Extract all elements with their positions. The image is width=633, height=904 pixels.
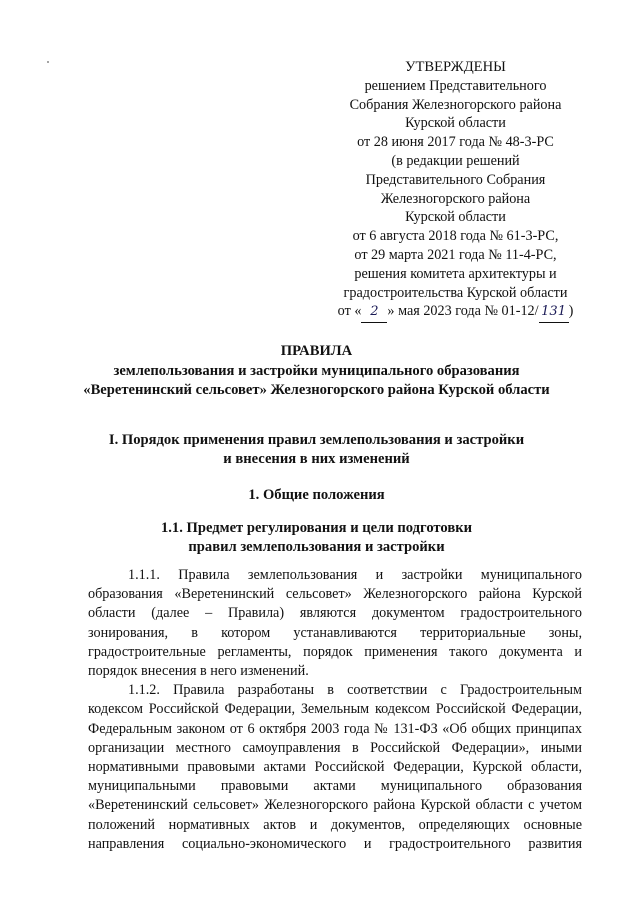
approval-line: Собрания Железногорского района [349, 96, 562, 113]
chapter-heading: 1. Общие положения [248, 487, 385, 503]
approval-line: Железногорского района [380, 190, 531, 207]
document-subtitle-1: землепользования и застройки муниципального образования [113, 363, 520, 379]
section-heading-1: I. Порядок применения правил землепользования и застройки [108, 432, 525, 448]
approval-line: (в редакции решений [391, 152, 520, 169]
approval-line: Представительного Собрания [365, 171, 546, 188]
approval-stamp [318, 58, 593, 323]
document-title: ПРАВИЛА [280, 343, 353, 359]
handwritten-number [539, 302, 569, 323]
date-suffix: ) [568, 303, 574, 320]
approval-line: Курской области [405, 209, 506, 226]
date-middle: » мая 2023 года № 01-12/ [387, 303, 539, 320]
paragraph-1-1-2: 1.1.2. Правила разработаны в соответствии с Градостроительным кодексом Российской Федерации, Земельным кодексом Российской Федерации, Федеральным законом от 6 октября 2003 года № 131-ФЗ «Об общих принципах организации местного самоуправления в Российской Федерации», иными нормативными правовыми актами Российской Федерации, Курской области, муниципальными правовыми актами муниципального образования «Веретенинский сельсовет» Железногорского района Курской области с учетом положений нормативных актов и документов, определяющих основные направления социально-экономического и градостроительного развития [88, 682, 582, 852]
handwritten-number-value: 131 [541, 304, 566, 320]
approval-line: от 28 июня 2017 года № 48-3-РС [357, 134, 554, 151]
approval-line: градостроительства Курской области [343, 284, 568, 301]
approval-line: от 6 августа 2018 года № 61-3-РС, [352, 228, 559, 245]
subchapter-heading-1: 1.1. Предмет регулирования и цели подготовки [160, 520, 473, 536]
section-heading-2: и внесения в них изменений [223, 451, 410, 467]
document-body [88, 566, 582, 854]
handwritten-day-value: 2 [370, 304, 379, 320]
date-prefix: от « [337, 303, 362, 320]
subchapter-heading-2: правил землепользования и застройки [188, 539, 445, 555]
approval-line: решения комитета архитектуры и [354, 265, 557, 282]
scan-speck [47, 61, 49, 63]
document-subtitle-2: «Веретенинский сельсовет» Железногорского района Курской области [83, 382, 550, 398]
approval-line: Курской области [405, 115, 506, 132]
paragraph-1-1-1: 1.1.1. Правила землепользования и застройки муниципального образования «Веретенинский сельсовет» Железногорского района Курской области (далее – Правила) являются документом градостроительного зонирования, в котором устанавливаются территориальные зоны, градостроительные регламенты, порядок применения такого документа и порядок внесения в него изменений. [88, 567, 582, 680]
handwritten-day [361, 302, 387, 323]
approval-line: решением Представительного [364, 77, 547, 94]
approval-date-line [318, 302, 593, 323]
approval-title: УТВЕРЖДЕНЫ [405, 59, 506, 75]
approval-line: от 29 марта 2021 года № 11-4-РС, [354, 246, 557, 263]
